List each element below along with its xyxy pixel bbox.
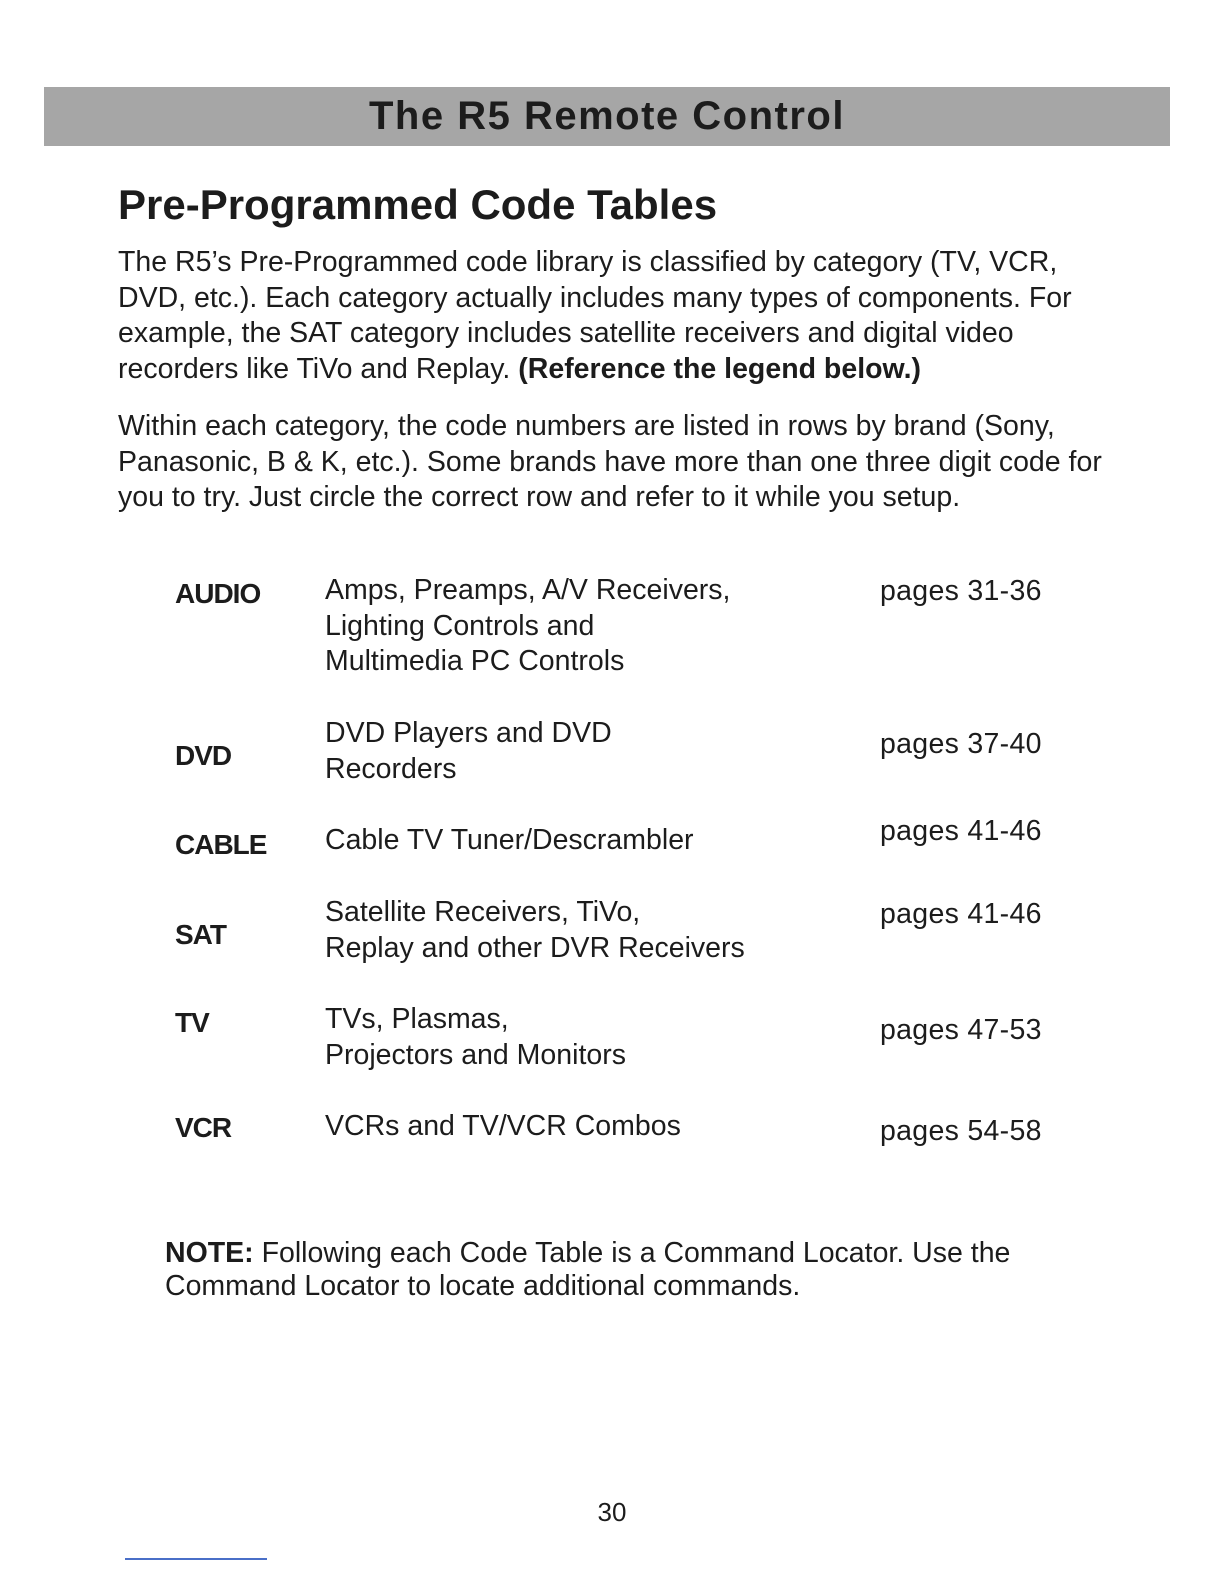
legend-category: DVD: [175, 740, 232, 771]
legend-category: AUDIO: [175, 578, 261, 609]
brand-paragraph: Within each category, the code numbers are listed in rows by brand (Sony, Panasonic, B & K, etc.). Some brands have more than one three digit code for you to try. Just circle the correct row and refer to it while you setup.: [118, 410, 1102, 513]
legend-pages: pages 41-46: [880, 898, 1042, 930]
legend-description: Amps, Preamps, A/V Receivers, Lighting Controls and Multimedia PC Controls: [325, 574, 731, 677]
legend-description: DVD Players and DVD Recorders: [325, 717, 612, 785]
legend-category: VCR: [175, 1112, 232, 1143]
legend-description: Cable TV Tuner/Descrambler: [325, 824, 694, 856]
note-text: Following each Code Table is a Command Locator. Use the Command Locator to locate additional commands.: [165, 1237, 1011, 1302]
legend-reference: (Reference the legend below.): [518, 352, 922, 385]
legend-description: TVs, Plasmas, Projectors and Monitors: [325, 1003, 626, 1071]
legend-pages: pages 47-53: [880, 1014, 1042, 1046]
legend-pages: pages 31-36: [880, 575, 1042, 607]
note-label: NOTE:: [165, 1237, 254, 1269]
intro-paragraph: [118, 245, 1118, 387]
legend-category: SAT: [175, 919, 226, 950]
footer-rule: [125, 1558, 267, 1560]
section-title: Pre-Programmed Code Tables: [118, 181, 718, 228]
legend-pages: pages 54-58: [880, 1115, 1042, 1147]
header-title: The R5 Remote Control: [369, 94, 845, 138]
page-number: 30: [597, 1497, 627, 1527]
note: [165, 1237, 1085, 1303]
legend-category: TV: [175, 1007, 209, 1038]
legend-description: VCRs and TV/VCR Combos: [325, 1110, 681, 1142]
intro-text: The R5’s Pre-Programmed code library is classified by category (TV, VCR, DVD, etc.). Each category actually includes many types of components. For example, the SAT category includes satellite receivers and digital video recorders like TiVo and Replay.: [118, 246, 1072, 385]
header-banner: [44, 87, 1170, 146]
legend-category: CABLE: [175, 829, 267, 860]
legend-pages: pages 37-40: [880, 728, 1042, 760]
legend-pages: pages 41-46: [880, 815, 1042, 847]
legend-description: Satellite Receivers, TiVo, Replay and other DVR Receivers: [325, 896, 745, 964]
